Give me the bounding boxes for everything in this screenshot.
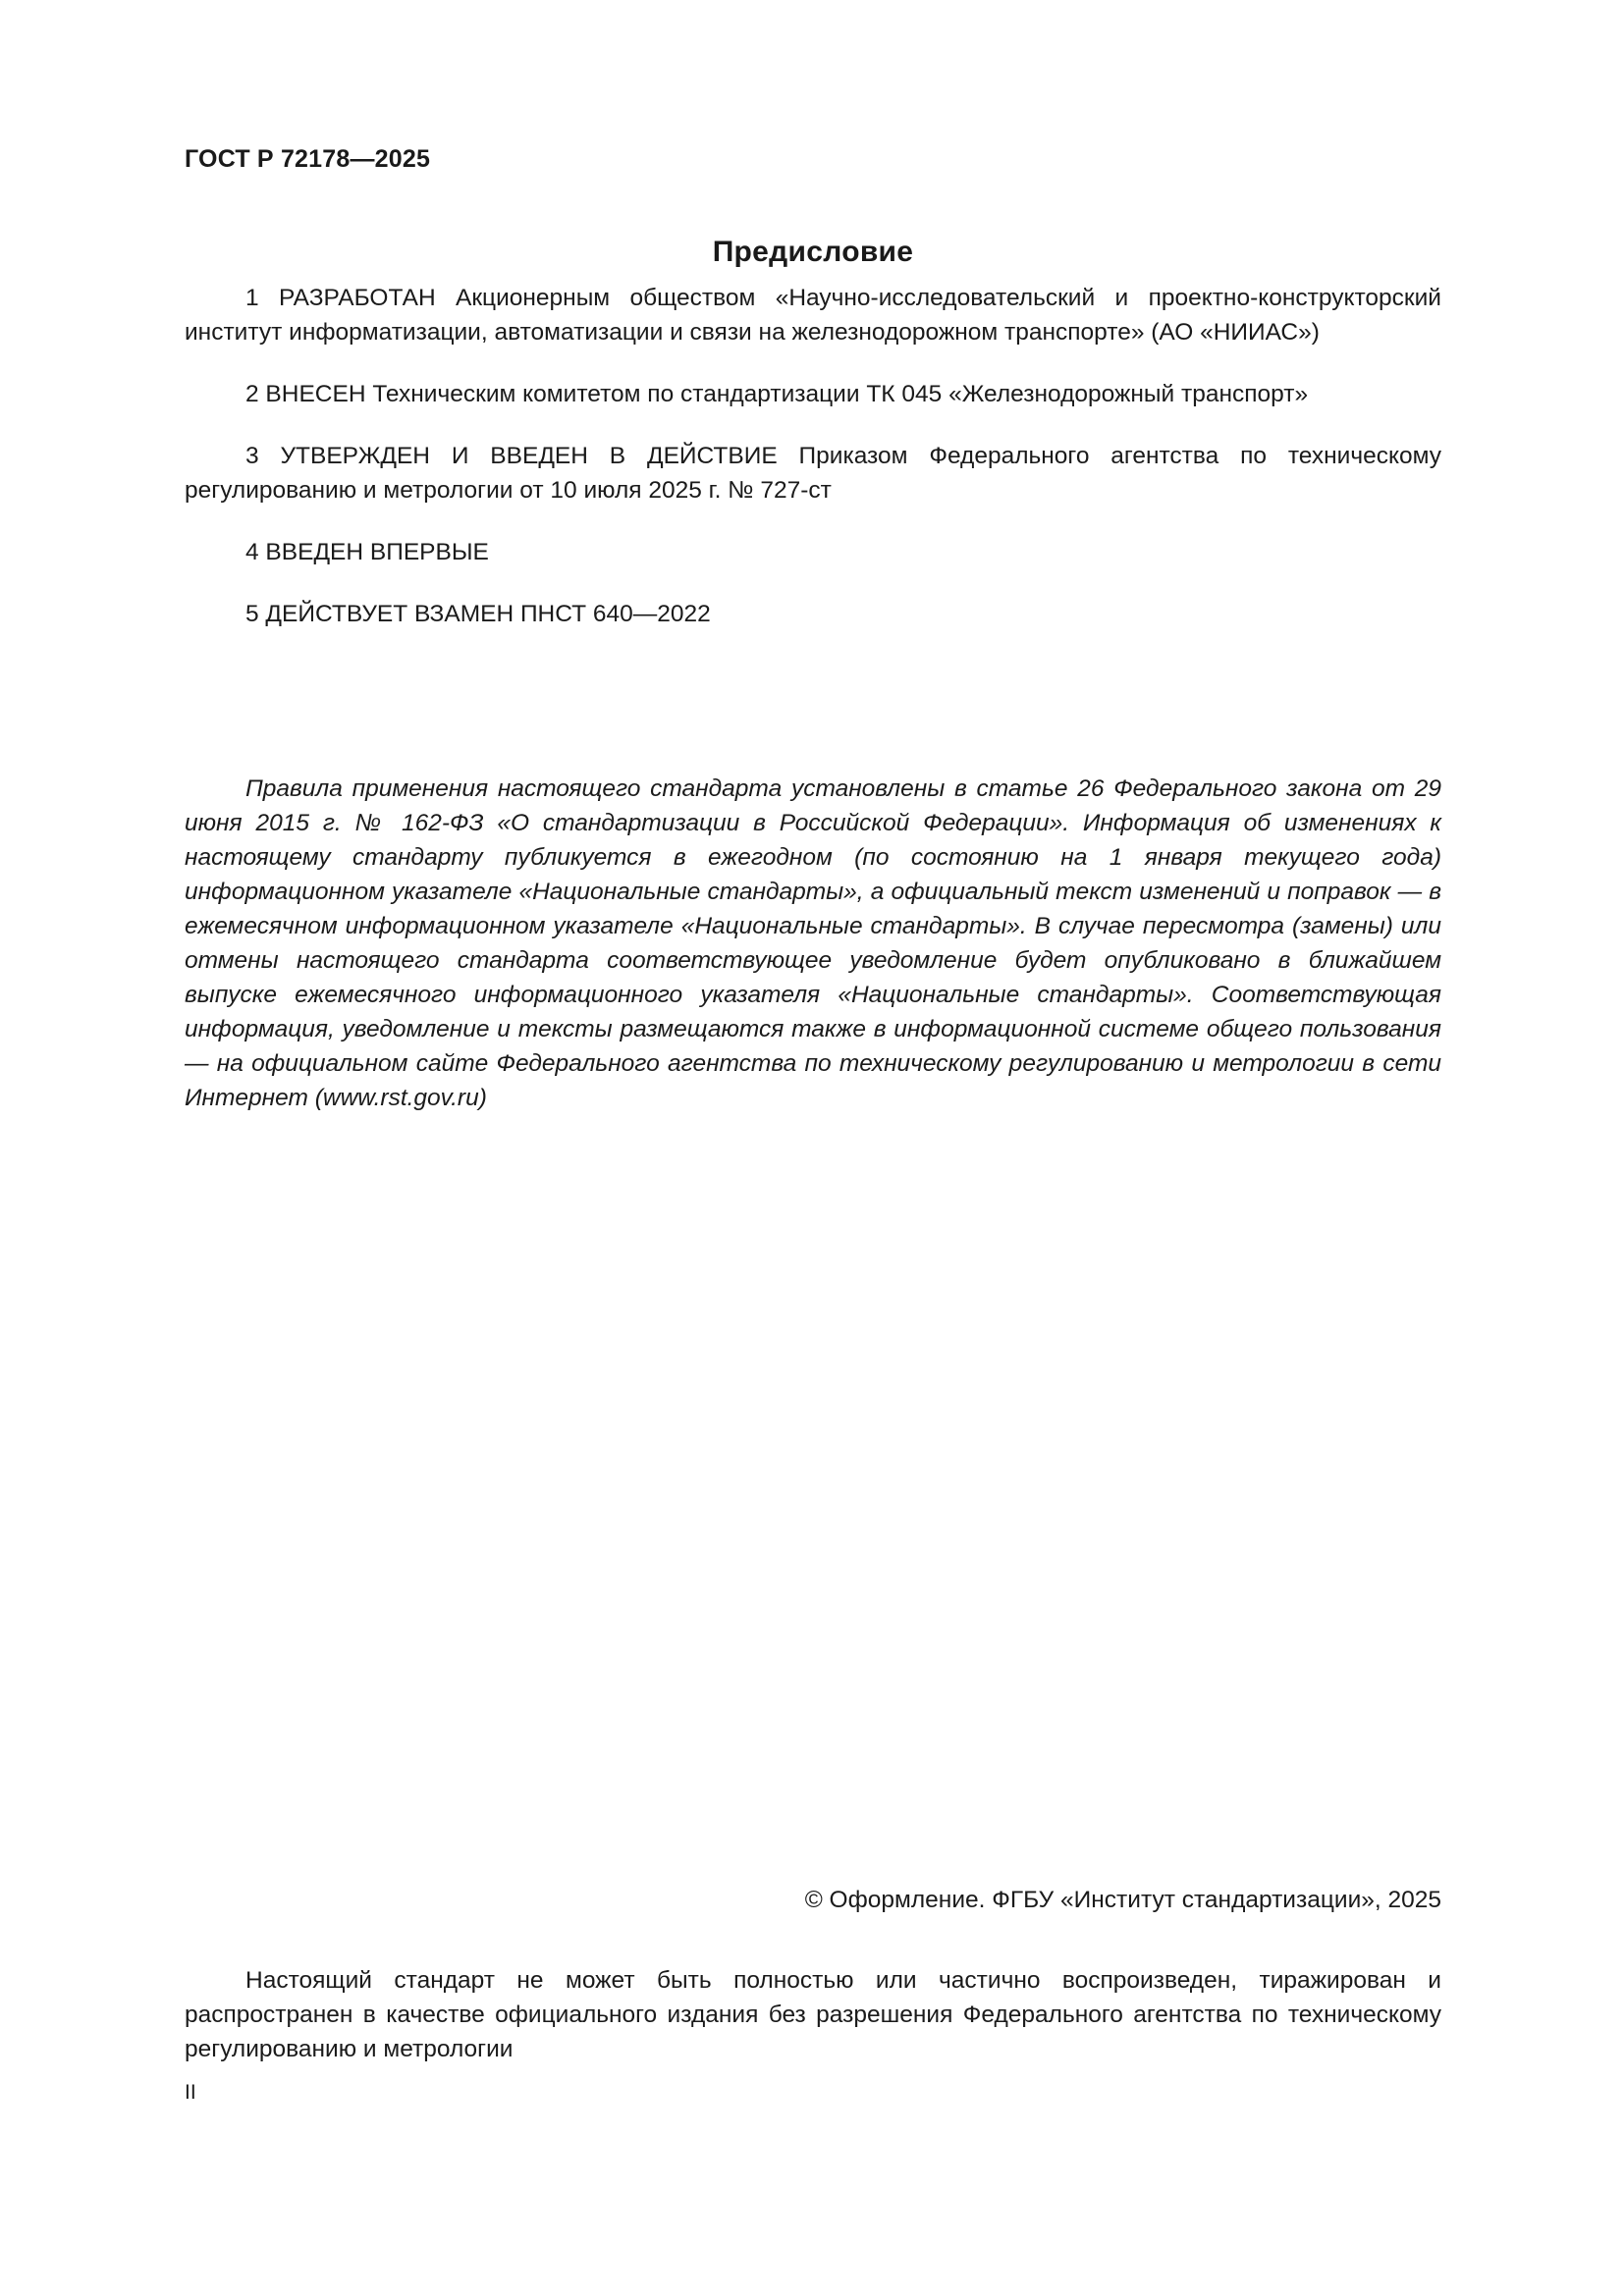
foreword-clause-4: 4 ВВЕДЕН ВПЕРВЫЕ bbox=[245, 539, 489, 565]
foreword-clause-2: 2 ВНЕСЕН Техническим комитетом по стандартизации ТК 045 «Железнодорожный транспорт» bbox=[245, 381, 1309, 407]
foreword-clause-5: 5 ДЕЙСТВУЕТ ВЗАМЕН ПНСТ 640—2022 bbox=[245, 601, 711, 627]
legal-application-note: Правила применения настоящего стандарта установлены в статье 26 Федерального закона от 29 июня 2015 г. № 162-ФЗ «О стандартизации в Российской Федерации». Информация об изменениях к настоящему стандарту публикуется в ежегодном (по состоянию на 1 января текущего года) информационном указателе «Национальные стандарты», а официальный текст изменений и поправок — в ежемесячном информационном указателе «Национальные стандарты». В случае пересмотра (замены) или отмены настоящего стандарта соответствующее уведомление будет опубликовано в ближайшем выпуске ежемесячного информационного указателя «Национальные стандарты». Соответствующая информация, уведомление и тексты размещаются также в информационной системе общего пользования — на официальном сайте Федерального агентства по техническому регулированию и метрологии в сети Интернет (www.rst.gov.ru) bbox=[185, 775, 1441, 1111]
foreword-clause-3: 3 УТВЕРЖДЕН И ВВЕДЕН В ДЕЙСТВИЕ Приказом Федерального агентства по техническому регулированию и метрологии от 10 июля 2025 г. № 727-ст bbox=[185, 443, 1441, 504]
page-content bbox=[185, 0, 1441, 2296]
page-number: II bbox=[185, 2081, 196, 2104]
running-header: ГОСТ Р 72178—2025 bbox=[185, 145, 431, 173]
foreword-clause-1: 1 РАЗРАБОТАН Акционерным обществом «Научно-исследовательский и проектно-конструкторский институт информатизации, автоматизации и связи на железнодорожном транспорте» (АО «НИИАС») bbox=[185, 285, 1441, 346]
reproduction-disclaimer: Настоящий стандарт не может быть полностью или частично воспроизведен, тиражирован и распространен в качестве официального издания без разрешения Федерального агентства по техническому регулированию и метрологии bbox=[185, 1967, 1441, 2062]
page-title: Предисловие bbox=[712, 236, 914, 269]
foreword-clause-list bbox=[185, 281, 1441, 631]
copyright-line: © Оформление. ФГБУ «Институт стандартизации», 2025 bbox=[804, 1887, 1441, 1913]
